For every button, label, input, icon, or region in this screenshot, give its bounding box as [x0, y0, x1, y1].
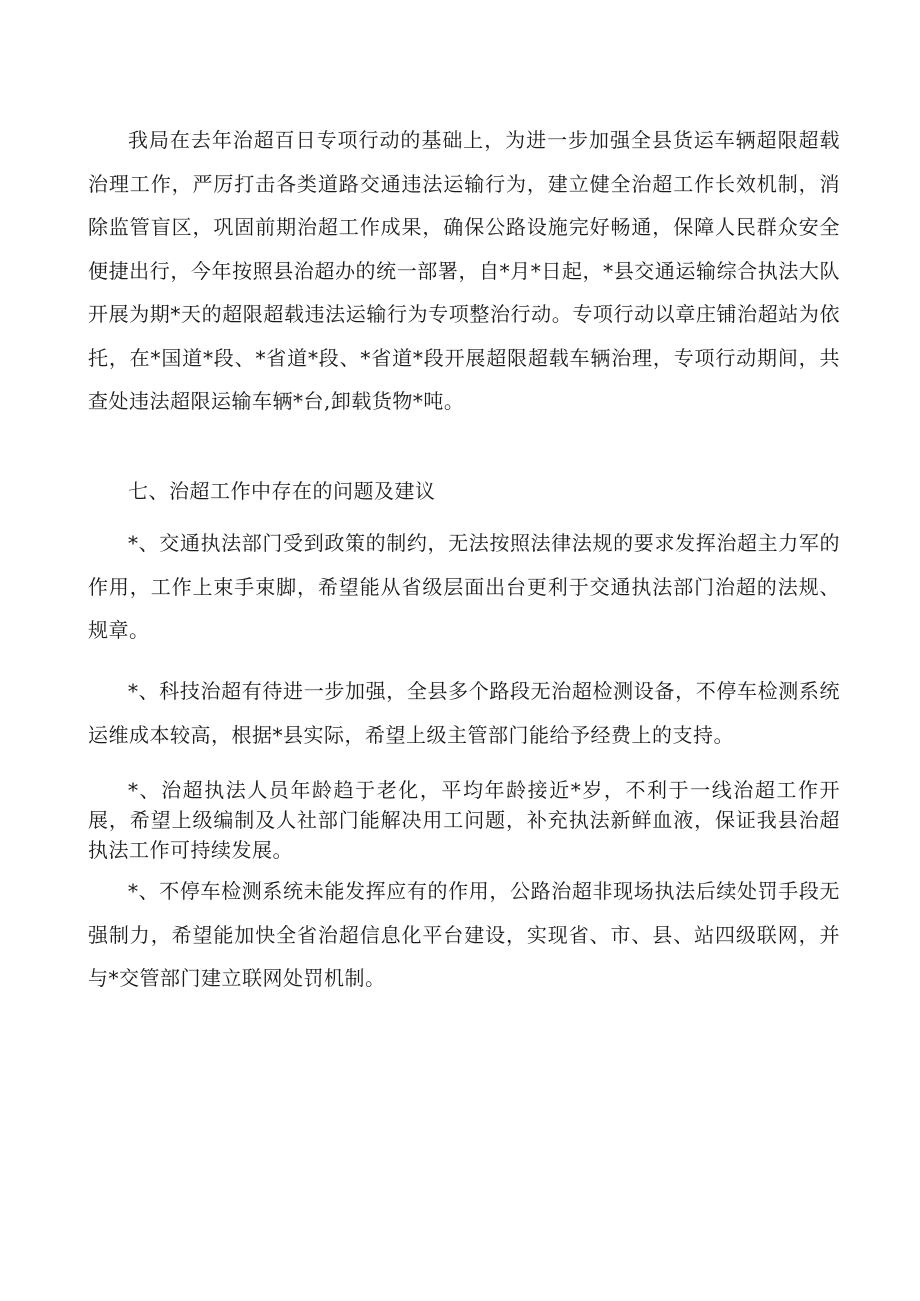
section-heading: 七、治超工作中存在的问题及建议 — [128, 479, 436, 503]
issue-paragraph-4: *、不停车检测系统未能发挥应有的作用，公路治超非现场执法后续处罚手段无强制力，希望能加快全省治超信息化平台建设，实现省、市、县、站四级联网，并与*交管部门建立联网处罚机制。 — [88, 879, 840, 990]
issue-paragraph-3: *、治超执法人员年龄趋于老化，平均年龄接近*岁，不利于一线治超工作开展，希望上级编制及人社部门能解决用工问题，补充执法新鲜血液，保证我县治超执法工作可持续发展。 — [88, 778, 840, 862]
issue-paragraph-1: *、交通执法部门受到政策的制约，无法按照法律法规的要求发挥治超主力军的作用，工作上束手束脚，希望能从省级层面出台更利于交通执法部门治超的法规、规章。 — [88, 531, 840, 642]
intro-paragraph: 我局在去年治超百日专项行动的基础上，为进一步加强全县货运车辆超限超载治理工作，严厉打击各类道路交通违法运输行为，建立健全治超工作长效机制，消除监管盲区，巩固前期治超工作成果，确保公路设施完好畅通，保障人民群众安全便捷出行，今年按照县治超办的统一部署，自*月*日起，*县交通运输综合执法大队开展为期*天的超限超载违法运输行为专项整治行动。专项行动以章庄铺治超站为依托，在*国道*段、*省道*段、*省道*段开展超限超载车辆治理，专项行动期间，共查处违法超限运输车辆*台,卸载货物*吨。 — [88, 128, 840, 413]
issue-paragraph-2: *、科技治超有待进一步加强，全县多个路段无治超检测设备，不停车检测系统运维成本较高，根据*县实际，希望上级主管部门能给予经费上的支持。 — [88, 679, 840, 747]
